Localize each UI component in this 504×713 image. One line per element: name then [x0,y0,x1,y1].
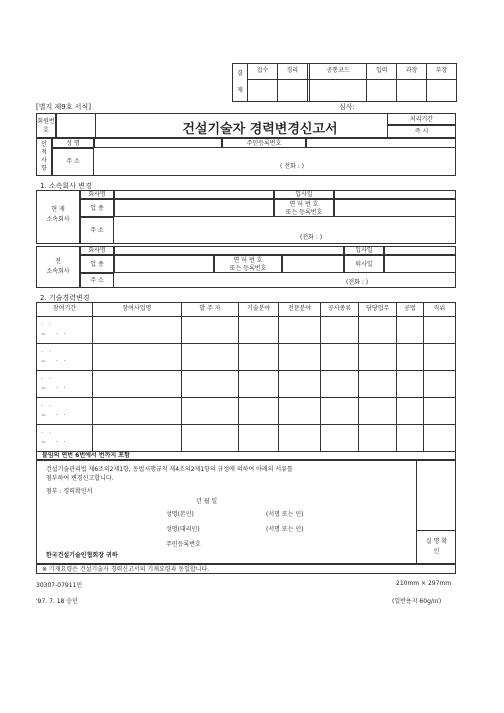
name-field[interactable] [94,138,222,148]
cell[interactable] [423,317,455,344]
approval-side-label: 결 재 [233,64,248,102]
cell[interactable] [359,344,397,371]
approval-box [232,63,457,102]
cell[interactable] [181,371,239,398]
prev-license-number-label: 면 허 번 호 또는 등록번호 [214,255,282,273]
section2-title: 2. 기술경력변경 [40,294,90,302]
approval-sign-cell[interactable] [397,80,427,102]
cell[interactable] [93,371,182,398]
cell[interactable] [93,425,182,452]
cell[interactable] [423,425,455,452]
approval-sign-cell[interactable] [367,80,397,102]
applicant-phone: ( 전화 : ) [280,163,305,170]
cell[interactable] [181,317,239,344]
current-address-label: 주 소 [80,217,114,244]
prev-license-number-field[interactable] [282,255,344,273]
license-number-field[interactable] [334,199,456,217]
cell[interactable] [93,317,182,344]
company-name-label: 회사명 [80,190,114,199]
license-number-label: 면 허 번 호 또는 등록번호 [274,199,334,217]
cell[interactable] [397,317,423,344]
declaration-body: 건설기술관리법 제6조의2제1항, 동법시행규칙 제4조의2제1항의 규정에 의하여 아래의 서류를 첨부하여 변경신고합니다. [46,466,293,482]
cell[interactable] [239,425,279,452]
col-period: 참여기간 [37,303,93,317]
cell[interactable] [397,371,423,398]
cell[interactable] [321,371,359,398]
period-cell[interactable]: · · ~ · · [37,425,93,452]
cell[interactable] [279,371,321,398]
join-date-field[interactable] [334,190,456,199]
leave-date-field[interactable] [384,255,456,273]
career-table-header [37,303,456,317]
col-position: 직위 [423,303,455,317]
table-row [37,425,456,452]
cell[interactable] [181,398,239,425]
real-name-confirm: 실 명 확 인 [416,530,456,564]
cell[interactable] [397,425,423,452]
cell[interactable] [397,344,423,371]
addressee: 한국건설기술인협회장 귀하 [46,552,118,559]
cell[interactable] [93,398,182,425]
approval-header-input: 입력 [367,64,397,80]
col-duty: 담당업무 [359,303,397,317]
period-cell[interactable]: · · ~ · · [37,371,93,398]
approval-header-manager: 과장 [397,64,427,80]
career-table [36,302,456,452]
cell[interactable] [359,371,397,398]
approval-sign-cell[interactable] [248,80,278,102]
rrn-label: 주민등록번호 [222,138,306,148]
approval-sign-cell[interactable] [277,80,307,102]
period-cell[interactable]: · · ~ · · [37,344,93,371]
paper-size: 210mm × 297mm [396,580,452,587]
principal-name-label: 성명(본인) [166,511,194,518]
processing-period-label: 처리기간 [387,113,456,125]
cell[interactable] [279,425,321,452]
cell[interactable] [321,344,359,371]
current-company-label: 현 재 소속회사 [36,190,80,244]
col-client: 발 주 자 [181,303,239,317]
cell[interactable] [359,398,397,425]
name-label: 성 명 [52,138,94,148]
cell[interactable] [93,344,182,371]
business-type-field[interactable] [114,199,274,217]
principal-sign-label: (서명 또는 인) [266,511,304,518]
cell[interactable] [423,371,455,398]
business-type-label: 업 종 [80,199,114,217]
attachment-line: 첨부 : 경력확인서 [46,488,93,495]
declarant-rrn-label: 주민등록번호 [166,541,201,548]
approval-header-common-code: 공통코드 [310,64,367,80]
col-project: 참여사업명 [93,303,182,317]
prev-company-name-label: 회사명 [80,246,114,255]
table-row [37,371,456,398]
cell[interactable] [359,317,397,344]
agent-sign-label: (서명 또는 인) [266,526,304,533]
leave-date-label: 퇴사일 [344,255,384,273]
agent-name-label: 성명(대리인) [166,526,200,533]
cell[interactable] [321,398,359,425]
cell[interactable] [423,398,455,425]
approval-date: '97. 7. 18 승인 [36,598,78,605]
form-code: 30307-07911민 [36,582,83,589]
address-label: 주 소 [52,148,94,176]
section1-title: 1. 소속회사 변경 [40,182,92,190]
cell[interactable] [423,344,455,371]
member-number-field[interactable] [56,113,96,138]
table-row [37,398,456,425]
approval-header-receipt: 접수 [248,64,278,80]
cell[interactable] [239,317,279,344]
form-number: [별지 제9호 서식] [36,103,91,111]
cell[interactable] [279,344,321,371]
join-date-label: 입사일 [274,190,334,199]
prev-company-label: 전 소속회사 [36,246,80,288]
prev-company-phone: (전화 : ) [346,279,369,286]
prev-join-date-field[interactable] [384,246,456,255]
approval-sign-cell[interactable] [427,80,457,102]
approval-header-accounting: 경리 [277,64,307,80]
page-title: 건설기술자 경력변경신고서 [182,122,338,137]
cell[interactable] [321,317,359,344]
cell[interactable] [359,425,397,452]
period-cell[interactable]: · · ~ · · [37,317,93,344]
prev-join-date-label: 입사일 [344,246,384,255]
rrn-field[interactable] [306,138,456,148]
attachment-note: 붙임의 연번 6번에서 번까지 포함 [42,452,130,459]
date-line: 년 월 일 [196,498,218,505]
prev-company-name-field[interactable] [114,246,344,255]
processing-period-value: 즉 시 [387,125,456,138]
table-row [37,344,456,371]
cell[interactable] [239,371,279,398]
cell[interactable] [239,344,279,371]
current-company-phone: (전화 : ) [300,234,323,241]
cell[interactable] [279,317,321,344]
cell[interactable] [397,398,423,425]
member-number-label: 회원번호 [36,113,56,138]
cell[interactable] [181,344,239,371]
table-row [37,317,456,344]
review-label: 심사: [339,103,355,111]
approval-header-director: 부장 [427,64,457,80]
col-tech-field: 기술분야 [239,303,279,317]
cell[interactable] [239,398,279,425]
prev-address-label: 주 소 [80,273,114,288]
approval-sign-cell[interactable] [310,80,367,102]
paper-spec: (일반용지 60g/㎡) [392,598,442,605]
applicant-side-label: 인 적 사 항 [36,138,52,176]
prev-business-type-label: 업 종 [80,255,114,273]
footer-note: ※ 기재요령은 건설기술자 경력신고서의 기재요령과 동일합니다. [42,566,210,573]
col-method: 공법 [397,303,423,317]
prev-business-type-field[interactable] [114,255,214,273]
col-work-type: 공사종류 [321,303,359,317]
period-cell[interactable]: · · ~ · · [37,398,93,425]
cell[interactable] [279,398,321,425]
cell[interactable] [321,425,359,452]
company-name-field[interactable] [114,190,274,199]
col-specialty: 전문분야 [279,303,321,317]
cell[interactable] [181,425,239,452]
